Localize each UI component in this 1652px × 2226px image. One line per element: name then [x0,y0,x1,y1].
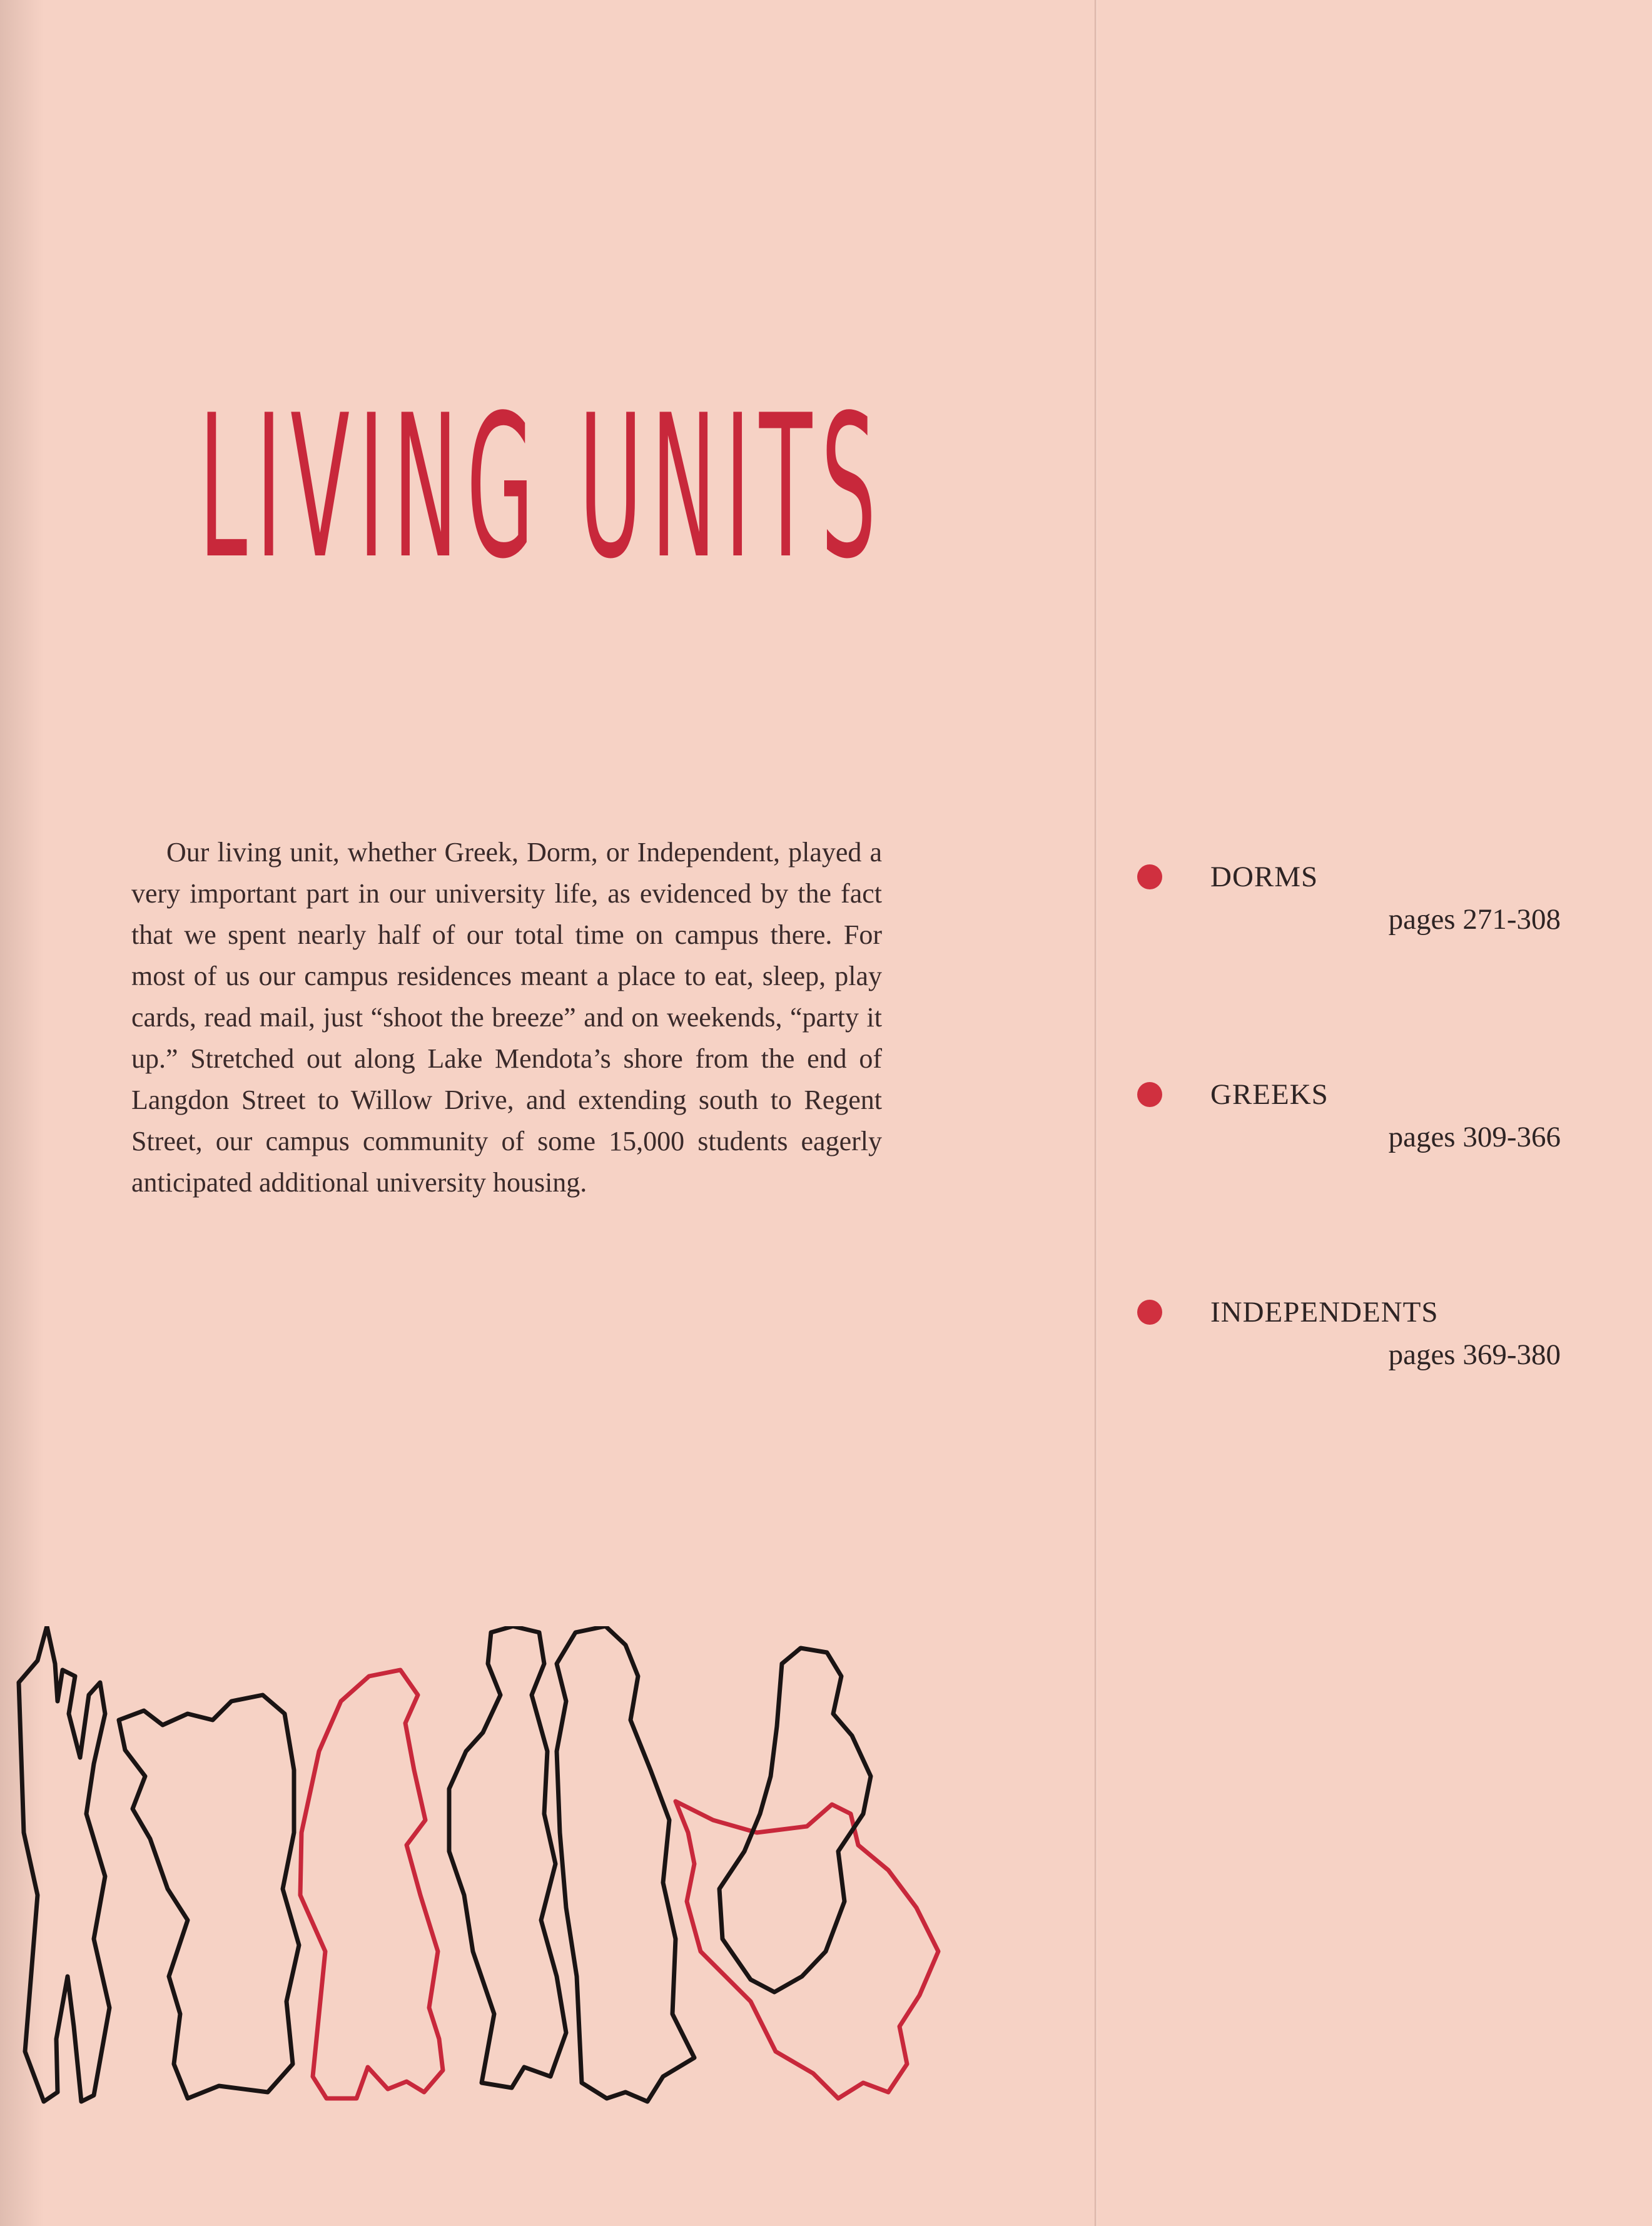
section-item-dorms[interactable] [1135,857,1561,944]
section-label: GREEKS [1210,1078,1329,1111]
section-label: DORMS [1210,861,1319,893]
section-item-independents[interactable] [1135,1292,1561,1380]
silhouette-figure-2 [119,1695,299,2098]
section-pages: pages 271-308 [1388,903,1561,936]
silhouette-figure-7 [719,1648,871,1992]
section-item-greeks[interactable] [1135,1075,1561,1162]
silhouette-figure-3 [300,1670,443,2098]
silhouette-figure-1 [19,1626,109,2102]
silhouette-figure-4 [449,1626,566,2088]
silhouette-figure-5 [557,1626,694,2102]
bullet-icon [1137,1082,1162,1107]
section-pages: pages 369-380 [1388,1338,1561,1371]
silhouette-figure-6 [676,1801,938,2098]
section-label: INDEPENDENTS [1210,1296,1439,1328]
bullet-icon [1137,1300,1162,1325]
page-title: LIVING UNITS [199,373,885,602]
section-pages: pages 309-366 [1388,1121,1561,1153]
bullet-icon [1137,864,1162,889]
intro-paragraph: Our living unit, whether Greek, Dorm, or Independent, played a very important part in our university life, as evidenced by the fact that we spent nearly half of our total time on campus there. For most of us our campus residences meant a place to eat, sleep, play cards, read mail, just “shoot the breeze” and on weekends, “party it up.” Stretched out along Lake Mendota’s shore from the end of Langdon Street to Willow Drive, and extending south to Regent Street, our campus community of some 15,000 students eagerly anticipated additional university housing. [131,837,882,1198]
page-fold-line [1095,0,1097,2226]
party-silhouettes-illustration [0,1626,976,2145]
